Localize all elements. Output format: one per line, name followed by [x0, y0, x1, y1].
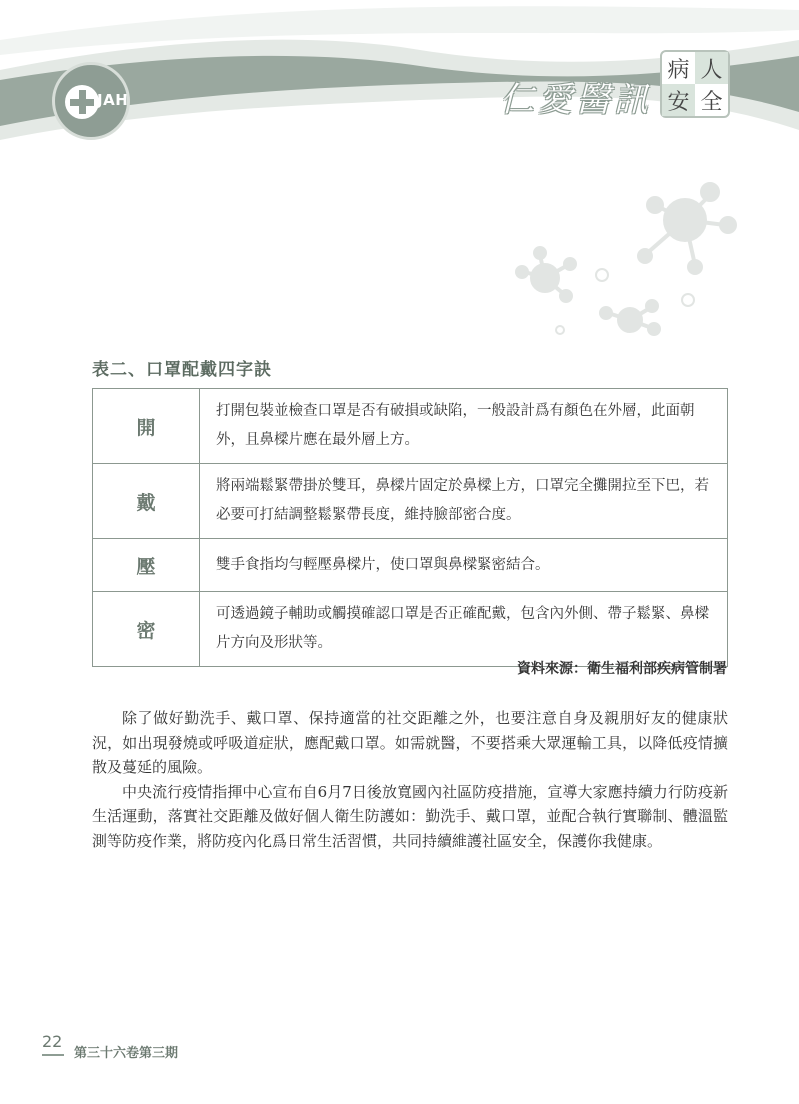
badge-char: 病: [667, 57, 690, 83]
rule-key: 戴: [93, 464, 200, 539]
page-number: 22: [42, 1032, 63, 1051]
badge-char: 全: [700, 89, 723, 115]
patient-safety-badge: [660, 50, 730, 118]
body-text: [92, 706, 728, 853]
badge-char: 人: [695, 52, 728, 84]
table-row: [93, 464, 728, 539]
rule-description: 將兩端鬆緊帶掛於雙耳，鼻樑片固定於鼻樑上方，口罩完全攤開拉至下巴，若必要可打結調整鬆緊帶長度，維持臉部密合度。: [200, 464, 728, 539]
table-row: [93, 592, 728, 667]
footer-rule: [42, 1054, 64, 1056]
jah-logo: [52, 62, 130, 140]
issue-label: 第三十六卷第三期: [74, 1046, 179, 1061]
logo-text: JAH: [97, 91, 129, 109]
rule-description: 打開包裝並檢查口罩是否有破損或缺陷，一般設計爲有顏色在外層，此面朝外，且鼻樑片應在最外層上方。: [200, 389, 728, 464]
rule-key: 壓: [93, 539, 200, 592]
rule-description: 雙手食指均勻輕壓鼻樑片，使口罩與鼻樑緊密結合。: [200, 539, 728, 592]
source-citation: 資料來源：衛生福利部疾病管制署: [517, 661, 727, 677]
molecule-decoration: [500, 180, 760, 340]
cross-icon: [65, 85, 99, 119]
rule-description: 可透過鏡子輔助或觸摸確認口罩是否正確配戴，包含內外側、帶子鬆緊、鼻樑片方向及形狀等。: [200, 592, 728, 667]
badge-char: 安: [662, 84, 695, 116]
table-title: 表二、口罩配戴四字訣: [92, 360, 272, 380]
rule-key: 密: [93, 592, 200, 667]
mask-rules-table: [92, 388, 728, 667]
table-row: [93, 539, 728, 592]
brand-title: 仁愛醫訊: [500, 80, 652, 120]
rule-key: 開: [93, 389, 200, 464]
paragraph: 除了做好勤洗手、戴口罩、保持適當的社交距離之外，也要注意自身及親朋好友的健康狀況，如出現發燒或呼吸道症狀，應配戴口罩。如需就醫，不要搭乘大眾運輸工具，以降低疫情擴散及蔓延的風險。: [92, 709, 728, 776]
paragraph: 中央流行疫情指揮中心宣布自6月7日後放寬國內社區防疫措施，宣導大家應持續力行防疫新生活運動，落實社交距離及做好個人衛生防護如：勤洗手、戴口罩，並配合執行實聯制、體溫監測等防疫作業，將防疫內化爲日常生活習慣，共同持續維護社區安全，保護你我健康。: [92, 782, 728, 850]
table-row: [93, 389, 728, 464]
